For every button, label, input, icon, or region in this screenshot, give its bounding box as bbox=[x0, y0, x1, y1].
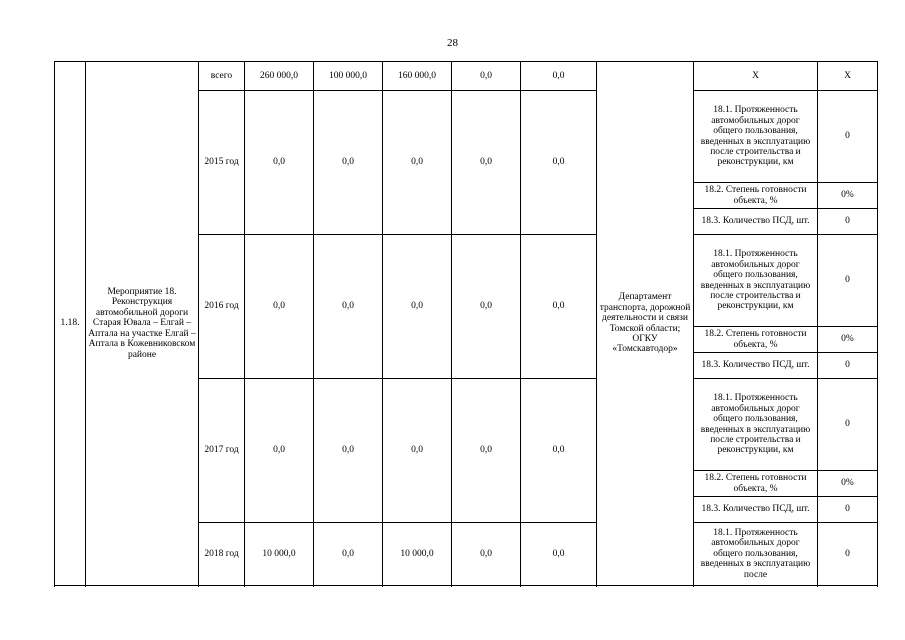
amount-cell: 0,0 bbox=[314, 91, 383, 235]
indicator-cell: 18.3. Количество ПСД, шт. bbox=[694, 209, 818, 235]
indicator-cell: 18.1. Протяженность автомобильных дорог общего пользования, введенных в эксплуатацию после строительства и реконструкции, км bbox=[694, 235, 818, 327]
amount-cell: 0,0 bbox=[383, 379, 452, 523]
amount-cell: 0,0 bbox=[314, 379, 383, 523]
amount-cell: 0,0 bbox=[452, 62, 521, 91]
indicator-cell: 18.2. Степень готовности объекта, % bbox=[694, 183, 818, 209]
amount-cell: 260 000,0 bbox=[245, 62, 314, 91]
year-cell: 2017 год bbox=[199, 379, 245, 523]
amount-cell: 0,0 bbox=[521, 379, 597, 523]
year-cell: всего bbox=[199, 62, 245, 91]
table-row bbox=[55, 62, 878, 91]
year-cell: 2018 год bbox=[199, 523, 245, 586]
amount-cell: 0,0 bbox=[245, 91, 314, 235]
indicator-value-cell: 0 bbox=[818, 523, 878, 586]
indicator-cell: 18.1. Протяженность автомобильных дорог общего пользования, введенных в эксплуатацию после bbox=[694, 523, 818, 586]
amount-cell: 0,0 bbox=[521, 523, 597, 586]
amount-cell: 160 000,0 bbox=[383, 62, 452, 91]
indicator-value-cell: 0 bbox=[818, 209, 878, 235]
amount-cell: 0,0 bbox=[521, 62, 597, 91]
amount-cell: 0,0 bbox=[521, 235, 597, 379]
program-table bbox=[54, 61, 878, 586]
amount-cell: 0,0 bbox=[452, 523, 521, 586]
year-cell: 2015 год bbox=[199, 91, 245, 235]
amount-cell: 10 000,0 bbox=[383, 523, 452, 586]
indicator-value-cell: 0 bbox=[818, 497, 878, 523]
amount-cell: 0,0 bbox=[383, 91, 452, 235]
indicator-cell: 18.2. Степень готовности объекта, % bbox=[694, 471, 818, 497]
indicator-cell: 18.1. Протяженность автомобильных дорог общего пользования, введенных в эксплуатацию после строительства и реконструкции, км bbox=[694, 91, 818, 183]
executor-cell: Департамент транспорта, дорожной деятельности и связи Томской области; ОГКУ «Томскавтодор» bbox=[597, 62, 694, 586]
amount-cell: 0,0 bbox=[521, 91, 597, 235]
year-cell: 2016 год bbox=[199, 235, 245, 379]
indicator-cell: 18.2. Степень готовности объекта, % bbox=[694, 327, 818, 353]
indicator-cell: Х bbox=[694, 62, 818, 91]
indicator-cell: 18.3. Количество ПСД, шт. bbox=[694, 497, 818, 523]
indicator-cell: 18.1. Протяженность автомобильных дорог общего пользования, введенных в эксплуатацию после строительства и реконструкции, км bbox=[694, 379, 818, 471]
amount-cell: 0,0 bbox=[314, 523, 383, 586]
amount-cell: 0,0 bbox=[452, 379, 521, 523]
amount-cell: 100 000,0 bbox=[314, 62, 383, 91]
amount-cell: 0,0 bbox=[383, 235, 452, 379]
amount-cell: 0,0 bbox=[452, 91, 521, 235]
amount-cell: 0,0 bbox=[314, 235, 383, 379]
amount-cell: 0,0 bbox=[245, 235, 314, 379]
indicator-value-cell: 0 bbox=[818, 379, 878, 471]
row-number-cell: 1.18. bbox=[55, 62, 86, 586]
amount-cell: 10 000,0 bbox=[245, 523, 314, 586]
amount-cell: 0,0 bbox=[452, 235, 521, 379]
indicator-value-cell: 0 bbox=[818, 91, 878, 183]
indicator-cell: 18.3. Количество ПСД, шт. bbox=[694, 353, 818, 379]
indicator-value-cell: Х bbox=[818, 62, 878, 91]
indicator-value-cell: 0% bbox=[818, 471, 878, 497]
indicator-value-cell: 0 bbox=[818, 353, 878, 379]
indicator-value-cell: 0% bbox=[818, 327, 878, 353]
event-name-cell: Мероприятие 18. Реконструкция автомобильной дороги Старая Ювала – Елгай – Аптала на участке Елгай – Аптала в Кожевниковском районе bbox=[86, 62, 199, 586]
amount-cell: 0,0 bbox=[245, 379, 314, 523]
indicator-value-cell: 0% bbox=[818, 183, 878, 209]
page-number: 28 bbox=[447, 37, 458, 49]
indicator-value-cell: 0 bbox=[818, 235, 878, 327]
